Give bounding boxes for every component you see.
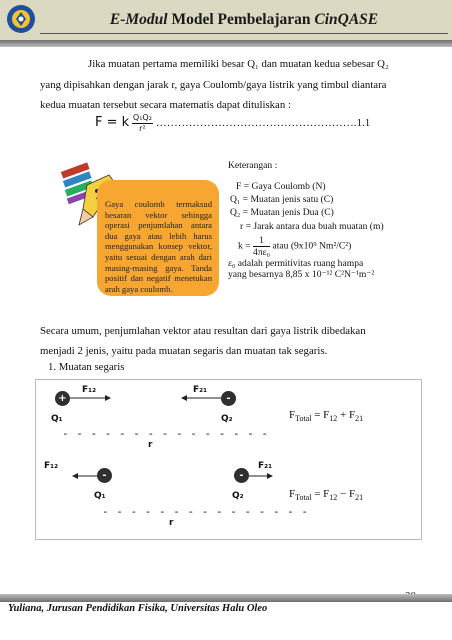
negative-charge-icon: - (97, 468, 112, 483)
label-q2: Q₂ (221, 414, 233, 424)
body-paragraph (40, 320, 420, 360)
intro-line: yang dipisahkan dengan jarak r, gaya Coulomb/gaya listrik yang timbul diantara (40, 79, 387, 91)
header-band (0, 40, 452, 47)
label-r: r (148, 440, 153, 450)
keterangan-title: Keterangan : (228, 160, 278, 171)
intro-line: kedua muatan tersebut secara matematis dapat dituliskan : (40, 99, 291, 111)
coulomb-formula (95, 113, 370, 134)
formula-lhs: F = k (95, 115, 130, 131)
epsilon-note: ε₀ adalah permitivitas ruang hampa (228, 258, 364, 269)
intro-line: Jika muatan pertama memiliki besar Q₁ dan muatan kedua sebesar Q₂ (88, 58, 389, 70)
label-f21: F₂₁ (258, 461, 273, 471)
label-q2: Q₂ (232, 491, 244, 501)
intro-paragraph (88, 57, 389, 71)
keterangan-item: Q₁ = Muatan jenis satu (C) (230, 194, 334, 205)
negative-charge-icon: - (234, 468, 249, 483)
keterangan-item: r = Jarak antara dua buah muatan (m) (240, 221, 384, 232)
keterangan-item: F = Gaya Coulomb (N) (236, 181, 326, 192)
intro-paragraph-cont (40, 75, 410, 115)
body-line: menjadi 2 jenis, yaitu pada muatan segaris dan muatan tak segaris. (40, 345, 328, 357)
k-constant: k = $\frac{1}{\text{4πε₀}}$ atau (9x10⁹ Nm²/C²) (238, 235, 352, 258)
epsilon-note: yang besarnya 8,85 x 10⁻¹² C²N⁻¹m⁻² (228, 269, 375, 280)
collinear-charges-diagram (35, 379, 422, 540)
negative-charge-icon: - (221, 391, 236, 406)
total-force-sum-equation: $F_{Total} = F_{12} + F_{21}$ (289, 409, 364, 424)
keterangan-block (228, 160, 443, 280)
label-f12: F₁₂ (44, 461, 59, 471)
formula-dots: ………………………………………………. (155, 117, 357, 130)
formula-fraction: $\frac{\text{Q₁Q₂}}{\text{r²}}$ (132, 113, 152, 133)
label-q1: Q₁ (51, 414, 63, 424)
concept-callout (97, 180, 219, 296)
footer-band (0, 594, 452, 602)
page-title: E-Modul Model Pembelajaran CinQASE (109, 11, 379, 28)
positive-charge-icon: + (55, 391, 70, 406)
keterangan-item: Q₂ = Muatan jenis Dua (C) (230, 207, 334, 218)
list-item-segaris: 1. Muatan segaris (48, 361, 125, 373)
label-q1: Q₁ (94, 491, 106, 501)
distance-dashes: - - - - - - - - - - - - - - - (102, 505, 309, 518)
label-r: r (169, 518, 174, 528)
header-rule (40, 33, 448, 34)
footer-author: Yuliana, Jurusan Pendidikan Fisika, Universitas Halu Oleo (8, 603, 268, 614)
label-f21: F₂₁ (193, 385, 208, 395)
equation-number: 1.1 (356, 117, 371, 130)
kemdikbud-logo-icon (6, 4, 36, 34)
callout-text: Gaya coulomb termaksud besaran vektor sehingga operasi penjumlahan antara dua gaya atau lebih harus menggunakan konsep vektor, yaitu sesuai dengan arah dari masing-masing gaya. Tanda positif dan negatif menetukan arah gaya coulomb. (105, 199, 212, 294)
distance-dashes: - - - - - - - - - - - - - - - (62, 427, 269, 440)
total-force-diff-equation: $F_{Total} = F_{12} - F_{21}$ (289, 488, 364, 503)
body-line: Secara umum, penjumlahan vektor atau resultan dari gaya listrik dibedakan (40, 325, 366, 337)
label-f12: F₁₂ (82, 385, 97, 395)
